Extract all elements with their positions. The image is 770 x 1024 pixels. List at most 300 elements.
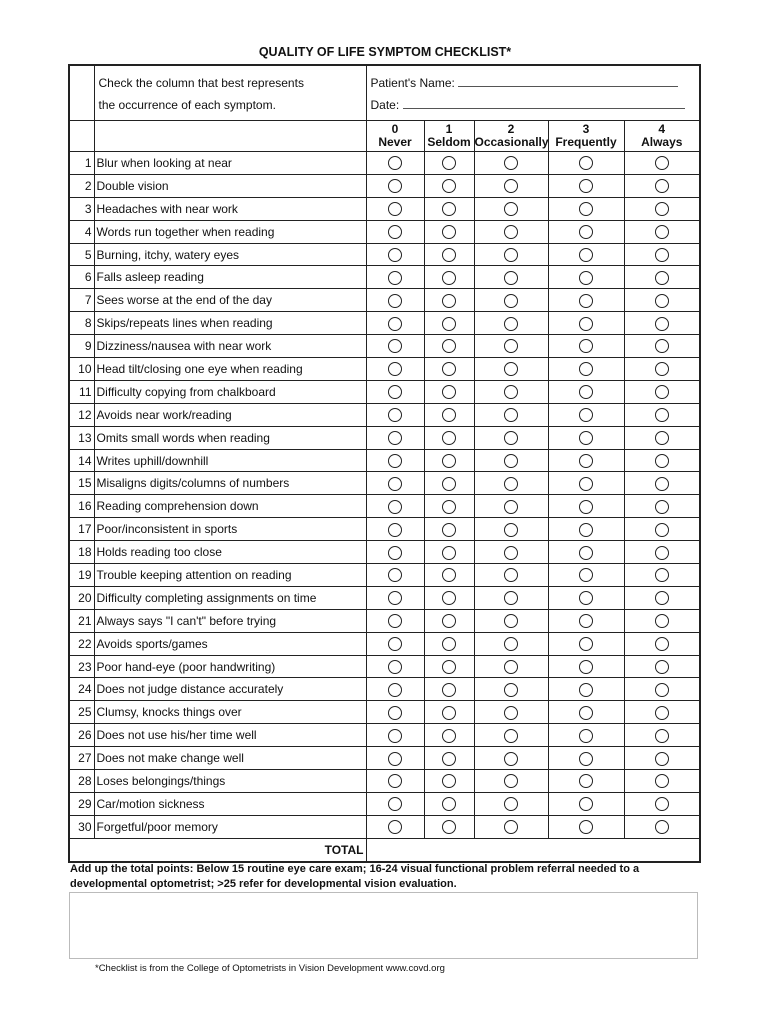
radio-frequently[interactable] [579,546,593,560]
radio-frequently[interactable] [579,591,593,605]
symptom-number: 14 [69,449,94,472]
symptom-number: 24 [69,678,94,701]
page-title: QUALITY OF LIFE SYMPTOM CHECKLIST* [258,45,512,59]
radio-seldom[interactable] [442,591,456,605]
radio-seldom[interactable] [442,729,456,743]
column-value: 0 [391,122,399,136]
radio-frequently[interactable] [579,156,593,170]
radio-occasionally[interactable] [504,362,518,376]
option-cell [474,335,548,358]
radio-occasionally[interactable] [504,271,518,285]
column-label: Seldom [427,135,471,149]
radio-occasionally[interactable] [504,614,518,628]
notes-box[interactable] [69,892,698,959]
radio-never[interactable] [388,225,402,239]
header-blank-cell [69,65,94,121]
symptom-label: Holds reading too close [94,541,366,564]
radio-seldom[interactable] [442,683,456,697]
radio-always[interactable] [655,729,669,743]
radio-frequently[interactable] [579,248,593,262]
radio-never[interactable] [388,568,402,582]
radio-always[interactable] [655,339,669,353]
radio-occasionally[interactable] [504,454,518,468]
option-cell [366,380,424,403]
column-value: 1 [445,122,453,136]
symptom-row [69,632,700,655]
radio-occasionally[interactable] [504,683,518,697]
radio-never[interactable] [388,362,402,376]
option-cell [474,380,548,403]
option-cell [624,541,700,564]
radio-never[interactable] [388,820,402,834]
radio-always[interactable] [655,820,669,834]
option-cell [548,243,624,266]
symptom-label: Skips/repeats lines when reading [94,312,366,335]
symptom-row [69,449,700,472]
symptom-row [69,243,700,266]
radio-occasionally[interactable] [504,591,518,605]
option-cell [548,541,624,564]
option-cell [548,358,624,381]
radio-seldom[interactable] [442,660,456,674]
column-label: Never [378,135,412,149]
radio-never[interactable] [388,752,402,766]
option-cell [474,243,548,266]
option-cell [474,289,548,312]
radio-seldom[interactable] [442,752,456,766]
option-cell [624,152,700,175]
radio-frequently[interactable] [579,271,593,285]
option-cell [366,792,424,815]
column-label: Always [641,135,683,149]
radio-occasionally[interactable] [504,729,518,743]
option-cell [424,770,474,793]
symptom-label: Does not use his/her time well [94,724,366,747]
option-cell [366,655,424,678]
radio-occasionally[interactable] [504,774,518,788]
radio-seldom[interactable] [442,614,456,628]
radio-frequently[interactable] [579,752,593,766]
radio-always[interactable] [655,752,669,766]
option-cell [366,449,424,472]
option-cell [366,358,424,381]
option-cell [366,426,424,449]
symptom-row [69,335,700,358]
option-cell [548,632,624,655]
option-cell [624,335,700,358]
radio-never[interactable] [388,179,402,193]
option-cell [424,815,474,838]
radio-frequently[interactable] [579,660,593,674]
radio-always[interactable] [655,523,669,537]
radio-always[interactable] [655,362,669,376]
option-cell [548,312,624,335]
radio-occasionally[interactable] [504,408,518,422]
radio-always[interactable] [655,271,669,285]
radio-occasionally[interactable] [504,156,518,170]
patient-name-field[interactable] [458,75,678,87]
radio-occasionally[interactable] [504,477,518,491]
column-label: Frequently [555,135,617,149]
radio-frequently[interactable] [579,683,593,697]
radio-occasionally[interactable] [504,225,518,239]
radio-frequently[interactable] [579,362,593,376]
radio-frequently[interactable] [579,637,593,651]
radio-always[interactable] [655,317,669,331]
radio-never[interactable] [388,614,402,628]
radio-seldom[interactable] [442,179,456,193]
symptom-number: 2 [69,174,94,197]
option-cell [366,312,424,335]
option-cell [624,632,700,655]
option-cell [548,792,624,815]
option-cell [548,724,624,747]
radio-occasionally[interactable] [504,500,518,514]
symptom-row [69,174,700,197]
radio-frequently[interactable] [579,294,593,308]
radio-frequently[interactable] [579,454,593,468]
radio-frequently[interactable] [579,500,593,514]
radio-always[interactable] [655,454,669,468]
radio-never[interactable] [388,637,402,651]
radio-seldom[interactable] [442,454,456,468]
option-cell [474,152,548,175]
radio-always[interactable] [655,660,669,674]
option-cell [548,220,624,243]
radio-always[interactable] [655,179,669,193]
radio-never[interactable] [388,431,402,445]
option-cell [424,152,474,175]
radio-seldom[interactable] [442,202,456,216]
option-cell [624,426,700,449]
radio-seldom[interactable] [442,271,456,285]
radio-seldom[interactable] [442,568,456,582]
symptom-number: 8 [69,312,94,335]
option-cell [424,541,474,564]
radio-seldom[interactable] [442,408,456,422]
radio-never[interactable] [388,546,402,560]
radio-frequently[interactable] [579,797,593,811]
radio-always[interactable] [655,294,669,308]
option-cell [474,518,548,541]
symptom-number: 12 [69,403,94,426]
radio-seldom[interactable] [442,362,456,376]
symptom-label: Clumsy, knocks things over [94,701,366,724]
column-header-never [366,121,424,152]
option-cell [474,312,548,335]
radio-frequently[interactable] [579,179,593,193]
radio-never[interactable] [388,797,402,811]
option-cell [474,770,548,793]
option-cell [424,678,474,701]
radio-always[interactable] [655,408,669,422]
radio-frequently[interactable] [579,225,593,239]
radio-seldom[interactable] [442,820,456,834]
radio-occasionally[interactable] [504,706,518,720]
symptom-row [69,518,700,541]
radio-never[interactable] [388,156,402,170]
radio-occasionally[interactable] [504,248,518,262]
instructions-line-1: Check the column that best represents [98,76,304,90]
option-cell [474,792,548,815]
radio-always[interactable] [655,546,669,560]
symptom-row [69,403,700,426]
column-header-occasionally [474,121,548,152]
date-field[interactable] [403,97,685,109]
option-cell [548,174,624,197]
option-cell [424,174,474,197]
column-label: Occasionally [474,135,549,149]
radio-always[interactable] [655,500,669,514]
radio-seldom[interactable] [442,477,456,491]
radio-never[interactable] [388,385,402,399]
option-cell [474,220,548,243]
radio-frequently[interactable] [579,568,593,582]
radio-occasionally[interactable] [504,523,518,537]
radio-always[interactable] [655,385,669,399]
option-cell [624,266,700,289]
option-cell [424,518,474,541]
option-cell [624,358,700,381]
radio-seldom[interactable] [442,500,456,514]
symptom-row [69,815,700,838]
radio-always[interactable] [655,568,669,582]
option-cell [424,792,474,815]
symptom-label: Sees worse at the end of the day [94,289,366,312]
radio-seldom[interactable] [442,774,456,788]
column-value: 3 [582,122,590,136]
radio-seldom[interactable] [442,431,456,445]
radio-always[interactable] [655,591,669,605]
radio-seldom[interactable] [442,294,456,308]
radio-frequently[interactable] [579,477,593,491]
radio-never[interactable] [388,683,402,697]
radio-always[interactable] [655,683,669,697]
radio-never[interactable] [388,408,402,422]
radio-frequently[interactable] [579,614,593,628]
symptom-label: Poor/inconsistent in sports [94,518,366,541]
symptom-row [69,358,700,381]
radio-occasionally[interactable] [504,637,518,651]
radio-seldom[interactable] [442,637,456,651]
radio-seldom[interactable] [442,248,456,262]
radio-occasionally[interactable] [504,546,518,560]
radio-frequently[interactable] [579,385,593,399]
radio-never[interactable] [388,660,402,674]
radio-always[interactable] [655,431,669,445]
radio-never[interactable] [388,706,402,720]
total-row [69,838,700,862]
symptom-row [69,770,700,793]
option-cell [624,792,700,815]
symptom-row [69,197,700,220]
radio-occasionally[interactable] [504,568,518,582]
option-cell [424,632,474,655]
radio-frequently[interactable] [579,431,593,445]
option-cell [424,403,474,426]
radio-occasionally[interactable] [504,820,518,834]
radio-always[interactable] [655,202,669,216]
symptom-row [69,220,700,243]
radio-never[interactable] [388,500,402,514]
option-cell [548,815,624,838]
option-cell [366,701,424,724]
radio-seldom[interactable] [442,317,456,331]
radio-never[interactable] [388,202,402,216]
option-cell [424,197,474,220]
option-cell [474,174,548,197]
symptom-row [69,747,700,770]
radio-frequently[interactable] [579,729,593,743]
symptom-label: Blur when looking at near [94,152,366,175]
symptom-row [69,266,700,289]
option-cell [424,586,474,609]
option-cell [474,495,548,518]
radio-occasionally[interactable] [504,179,518,193]
radio-frequently[interactable] [579,523,593,537]
radio-seldom[interactable] [442,546,456,560]
option-cell [474,747,548,770]
option-cell [424,312,474,335]
symptom-number: 4 [69,220,94,243]
option-cell [624,403,700,426]
radio-never[interactable] [388,317,402,331]
option-cell [548,472,624,495]
option-cell [548,564,624,587]
radio-occasionally[interactable] [504,202,518,216]
radio-never[interactable] [388,339,402,353]
option-cell [548,335,624,358]
option-cell [624,380,700,403]
symptom-number: 13 [69,426,94,449]
option-cell [624,220,700,243]
radio-occasionally[interactable] [504,660,518,674]
option-cell [366,472,424,495]
radio-frequently[interactable] [579,317,593,331]
option-cell [424,495,474,518]
radio-frequently[interactable] [579,202,593,216]
radio-never[interactable] [388,523,402,537]
radio-never[interactable] [388,248,402,262]
option-cell [624,770,700,793]
symptom-label: Writes uphill/downhill [94,449,366,472]
radio-always[interactable] [655,477,669,491]
radio-always[interactable] [655,225,669,239]
radio-seldom[interactable] [442,706,456,720]
total-label: TOTAL [69,838,366,862]
radio-seldom[interactable] [442,225,456,239]
option-cell [366,586,424,609]
radio-seldom[interactable] [442,339,456,353]
radio-occasionally[interactable] [504,294,518,308]
option-cell [624,564,700,587]
symptom-label: Head tilt/closing one eye when reading [94,358,366,381]
radio-never[interactable] [388,294,402,308]
radio-always[interactable] [655,797,669,811]
radio-never[interactable] [388,591,402,605]
radio-occasionally[interactable] [504,431,518,445]
symptom-row [69,495,700,518]
option-cell [624,747,700,770]
radio-occasionally[interactable] [504,385,518,399]
symptom-row [69,724,700,747]
option-cell [366,152,424,175]
symptom-row [69,152,700,175]
option-cell [624,472,700,495]
radio-never[interactable] [388,454,402,468]
option-cell [624,518,700,541]
symptom-number: 5 [69,243,94,266]
option-cell [624,815,700,838]
radio-never[interactable] [388,774,402,788]
symptom-label: Always says "I can't" before trying [94,609,366,632]
radio-never[interactable] [388,271,402,285]
radio-seldom[interactable] [442,156,456,170]
option-cell [548,449,624,472]
radio-always[interactable] [655,156,669,170]
radio-occasionally[interactable] [504,752,518,766]
symptom-row [69,655,700,678]
radio-occasionally[interactable] [504,339,518,353]
radio-always[interactable] [655,637,669,651]
symptom-number: 25 [69,701,94,724]
option-cell [366,678,424,701]
radio-frequently[interactable] [579,706,593,720]
option-cell [624,449,700,472]
total-field[interactable] [366,838,700,862]
radio-occasionally[interactable] [504,317,518,331]
option-cell [366,197,424,220]
symptom-label: Does not judge distance accurately [94,678,366,701]
option-cell [424,747,474,770]
symptom-label: Avoids sports/games [94,632,366,655]
option-cell [424,724,474,747]
radio-always[interactable] [655,774,669,788]
radio-occasionally[interactable] [504,797,518,811]
symptom-checklist-table [68,64,701,863]
radio-never[interactable] [388,477,402,491]
symptom-number: 16 [69,495,94,518]
option-cell [424,472,474,495]
radio-frequently[interactable] [579,339,593,353]
radio-seldom[interactable] [442,385,456,399]
radio-frequently[interactable] [579,774,593,788]
option-cell [366,403,424,426]
symptom-label: Difficulty copying from chalkboard [94,380,366,403]
radio-always[interactable] [655,248,669,262]
option-cell [548,380,624,403]
option-cell [474,678,548,701]
radio-seldom[interactable] [442,523,456,537]
symptom-label: Car/motion sickness [94,792,366,815]
radio-always[interactable] [655,614,669,628]
option-cell [474,266,548,289]
option-cell [474,541,548,564]
radio-never[interactable] [388,729,402,743]
option-cell [548,701,624,724]
symptom-label: Misaligns digits/columns of numbers [94,472,366,495]
column-header-seldom [424,121,474,152]
symptom-label: Falls asleep reading [94,266,366,289]
symptom-row [69,586,700,609]
option-cell [548,289,624,312]
radio-always[interactable] [655,706,669,720]
symptom-row [69,289,700,312]
option-cell [624,197,700,220]
radio-frequently[interactable] [579,408,593,422]
radio-frequently[interactable] [579,820,593,834]
radio-seldom[interactable] [442,797,456,811]
